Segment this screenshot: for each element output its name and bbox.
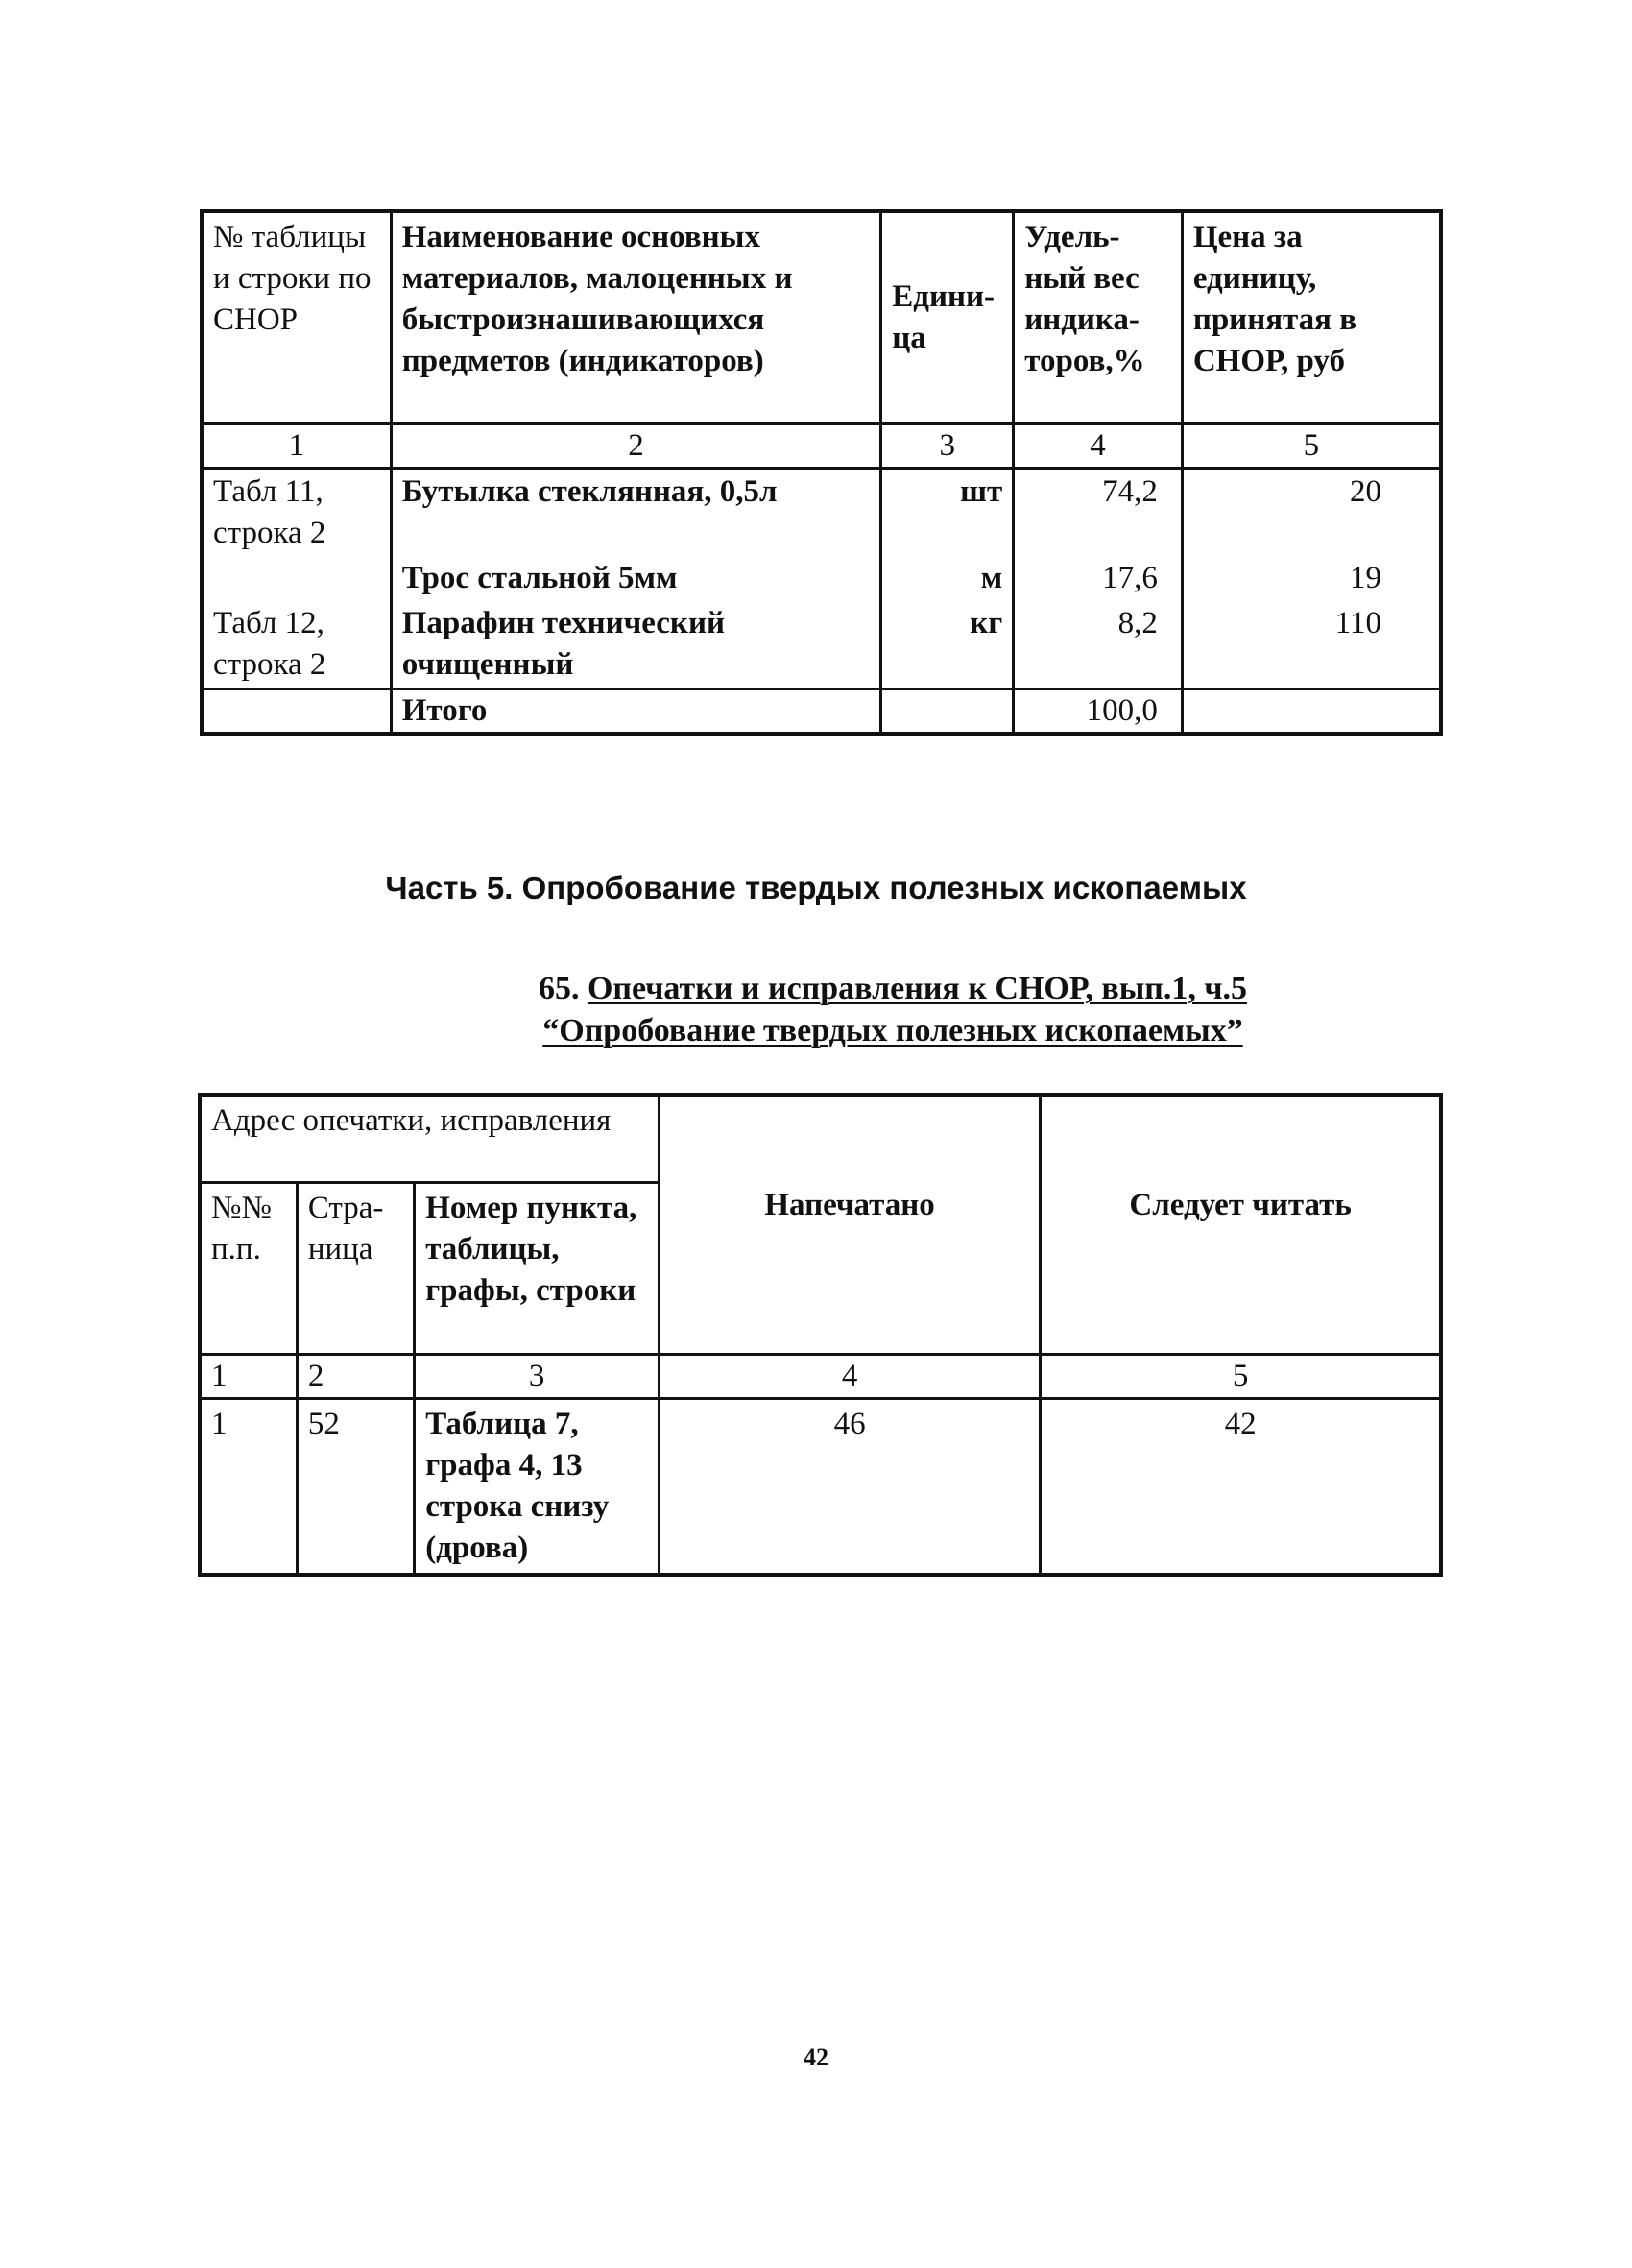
total-weight: 100,0 [1014, 689, 1183, 735]
row-ref: Табл 11, строка 2 [202, 469, 391, 557]
row-printed: 46 [659, 1399, 1040, 1576]
total-row [202, 689, 1441, 735]
total-empty [881, 689, 1014, 735]
section-title-text: Опечатки и исправления к СНОР, вып.1, ч.5 [587, 971, 1248, 1006]
table-row [202, 601, 1441, 689]
header-page: Стра-ница [297, 1183, 414, 1355]
table-row [200, 1399, 1441, 1576]
header-table-ref: № таблицы и строки по СНОР [202, 211, 391, 424]
row-weight: 8,2 [1014, 601, 1183, 689]
section-title-line1 [365, 968, 1421, 1010]
table-header-row [200, 1095, 1441, 1183]
header-material-name: Наименование основных материалов, малоценных и быстроизнашивающихся предметов (индикаторов) [391, 211, 881, 424]
table-header-row [202, 211, 1441, 424]
col-number: 3 [415, 1355, 660, 1399]
row-weight: 17,6 [1014, 556, 1183, 601]
row-material: Бутылка стеклянная, 0,5л [391, 469, 881, 557]
col-number: 4 [659, 1355, 1040, 1399]
row-price: 20 [1182, 469, 1441, 557]
header-weight: Удель-ный вес индика-торов,% [1014, 211, 1183, 424]
row-page: 52 [297, 1399, 414, 1576]
part-title: Часть 5. Опробование твердых полезных ископаемых [385, 870, 1247, 905]
table-row [202, 469, 1441, 557]
header-price: Цена за единицу, принятая в СНОР, руб [1182, 211, 1441, 424]
row-price: 19 [1182, 556, 1441, 601]
header-correct: Следует читать [1041, 1095, 1441, 1355]
header-item-number: №№ п.п. [200, 1183, 297, 1355]
row-item-ref: Таблица 7, графа 4, 13 строка снизу (дрова) [415, 1399, 660, 1576]
total-label: Итого [391, 689, 881, 735]
total-empty [1182, 689, 1441, 735]
section-title-line2 [365, 1010, 1421, 1052]
row-weight: 74,2 [1014, 469, 1183, 557]
col-number: 1 [200, 1355, 297, 1399]
header-printed: Напечатано [659, 1095, 1040, 1355]
col-number: 1 [202, 424, 391, 469]
errata-table [198, 1093, 1443, 1577]
col-number: 2 [297, 1355, 414, 1399]
column-number-row [200, 1355, 1441, 1399]
col-number: 5 [1182, 424, 1441, 469]
row-unit: кг [881, 601, 1014, 689]
header-unit: Едини-ца [881, 211, 1014, 424]
row-price: 110 [1182, 601, 1441, 689]
total-empty [202, 689, 391, 735]
row-material: Парафин технический очищенный [391, 601, 881, 689]
col-number: 2 [391, 424, 881, 469]
header-item-ref: Номер пункта, таблицы, графы, строки [415, 1183, 660, 1355]
row-correct: 42 [1041, 1399, 1441, 1576]
section-subtitle-text: “Опробование твердых полезных ископаемых” [542, 1013, 1243, 1049]
row-ref: Табл 12, строка 2 [202, 601, 391, 689]
row-material: Трос стальной 5мм [391, 556, 881, 601]
section-number: 65. [538, 971, 580, 1006]
table-row [202, 556, 1441, 601]
row-unit: м [881, 556, 1014, 601]
header-address: Адрес опечатки, исправления [200, 1095, 659, 1183]
page-number: 42 [804, 2043, 828, 2071]
row-ref [202, 556, 391, 601]
materials-table [200, 209, 1443, 736]
row-unit: шт [881, 469, 1014, 557]
row-item-number: 1 [200, 1399, 297, 1576]
column-number-row [202, 424, 1441, 469]
section-title [365, 968, 1421, 1052]
col-number: 5 [1041, 1355, 1441, 1399]
col-number: 3 [881, 424, 1014, 469]
col-number: 4 [1014, 424, 1183, 469]
